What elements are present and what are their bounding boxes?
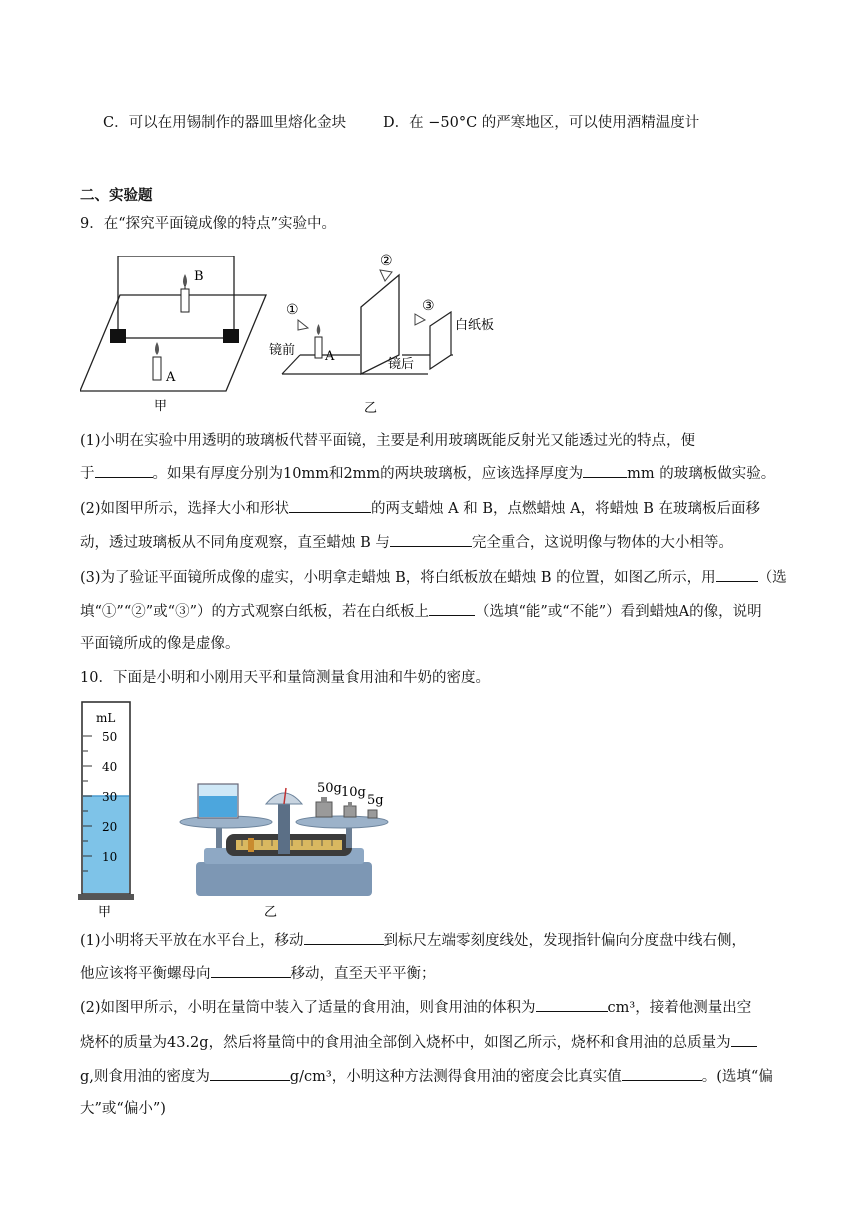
- weight-label: 50g: [317, 781, 342, 796]
- q9-p1-line1: (1)小明在实验中用透明的玻璃板代替平面镜，主要是利用玻璃既能反射光又能透过光的特点，便: [80, 433, 696, 449]
- figure-jia: [80, 256, 270, 416]
- tick-label: 10: [102, 850, 118, 864]
- answer-blank[interactable]: [210, 1066, 290, 1081]
- figure-jia-caption: 甲: [154, 399, 168, 414]
- white-board-label: 白纸板: [455, 318, 495, 333]
- candle-a-label: A: [166, 370, 176, 385]
- q10-p1-line1: (1)小明将天平放在水平台上，移动 到标尺左端零刻度线处，发现指针偏向分度盘中线右侧，: [80, 930, 746, 951]
- q10-stem: 10．下面是小明和小刚用天平和量筒测量食用油和牛奶的密度。: [80, 670, 490, 686]
- q10-p2-line4: 大”或“偏小”): [80, 1101, 166, 1117]
- view-3-label: ③: [422, 298, 435, 314]
- tick-label: 50: [102, 730, 118, 744]
- mirror-front-label: 镜前: [269, 343, 296, 358]
- q10-p2-line2: 烧杯的质量为43.2g，然后将量筒中的食用油全部倒入烧杯中，如图乙所示，烧杯和食用油的总质量为: [80, 1032, 757, 1053]
- section-title: 二、实验题: [80, 187, 153, 204]
- figure-yi-caption: 乙: [364, 401, 378, 416]
- q9-p2-line2: 动，透过玻璃板从不同角度观察，直至蜡烛 B 与 完全重合，这说明像与物体的大小相等。: [80, 532, 733, 553]
- answer-blank[interactable]: [536, 997, 608, 1012]
- tick-label: 40: [102, 760, 118, 774]
- tick-label: 30: [102, 790, 118, 804]
- cylinder-unit: mL: [96, 711, 116, 725]
- weight-label: 10g: [341, 785, 366, 800]
- cylinder-caption: 甲: [98, 905, 112, 920]
- answer-blank[interactable]: [289, 498, 371, 513]
- balance-scale: [178, 742, 394, 920]
- q9-p1-line2: 于 。如果有厚度分别为10mm和2mm的两块玻璃板，应该选择厚度为 mm 的玻璃板做实验。: [80, 463, 775, 484]
- answer-blank[interactable]: [583, 463, 627, 478]
- answer-blank[interactable]: [429, 601, 475, 616]
- q9-p3-line3: 平面镜所成的像是虚像。: [80, 636, 240, 652]
- option-c: C．可以在用锡制作的器皿里熔化金块: [103, 115, 347, 131]
- answer-blank[interactable]: [390, 532, 472, 547]
- view-2-label: ②: [380, 253, 393, 269]
- weight-label: 5g: [367, 793, 384, 808]
- q9-stem: 9．在“探究平面镜成像的特点”实验中。: [80, 216, 337, 232]
- mirror-back-label: 镜后: [388, 357, 415, 372]
- figure-yi: [268, 244, 508, 416]
- answer-blank[interactable]: [731, 1032, 757, 1047]
- q9-p3-line1: (3)为了验证平面镜所成像的虚实，小明拿走蜡烛 B，将白纸板放在蜡烛 B 的位置，如图乙所示，用 （选: [80, 567, 787, 588]
- q9-p3-line2: 填“①”“②”或“③”）的方式观察白纸板，若在白纸板上 （选填“能”或“不能”）看到蜡烛A的像，说明: [80, 601, 762, 622]
- q9-p2-line1: (2)如图甲所示，选择大小和形状 的两支蜡烛 A 和 B，点燃蜡烛 A，将蜡烛 B 在玻璃板后面移: [80, 498, 760, 519]
- answer-blank[interactable]: [95, 463, 153, 478]
- answer-blank[interactable]: [716, 567, 758, 582]
- balance-caption: 乙: [264, 905, 278, 920]
- answer-blank[interactable]: [304, 930, 384, 945]
- measuring-cylinder: [78, 700, 138, 920]
- q10-p2-line1: (2)如图甲所示，小明在量筒中装入了适量的食用油，则食用油的体积为 cm³，接着他测量出空: [80, 997, 751, 1018]
- q10-p1-line2: 他应该将平衡螺母向 移动，直至天平平衡；: [80, 963, 436, 984]
- yi-candle-a-label: A: [325, 349, 335, 364]
- answer-blank[interactable]: [622, 1066, 702, 1081]
- option-d: D．在 −50°C 的严寒地区，可以使用酒精温度计: [383, 115, 700, 131]
- view-1-label: ①: [286, 302, 299, 318]
- tick-label: 20: [102, 820, 118, 834]
- eye-1-icon: [298, 320, 308, 330]
- answer-blank[interactable]: [211, 963, 291, 978]
- eye-3-icon: [415, 314, 425, 325]
- eye-2-icon: [380, 270, 392, 281]
- q10-p2-line3: g,则食用油的密度为 g/cm³，小明这种方法测得食用油的密度会比真实值 。(选填“偏: [80, 1066, 773, 1087]
- candle-b-label: B: [194, 269, 204, 284]
